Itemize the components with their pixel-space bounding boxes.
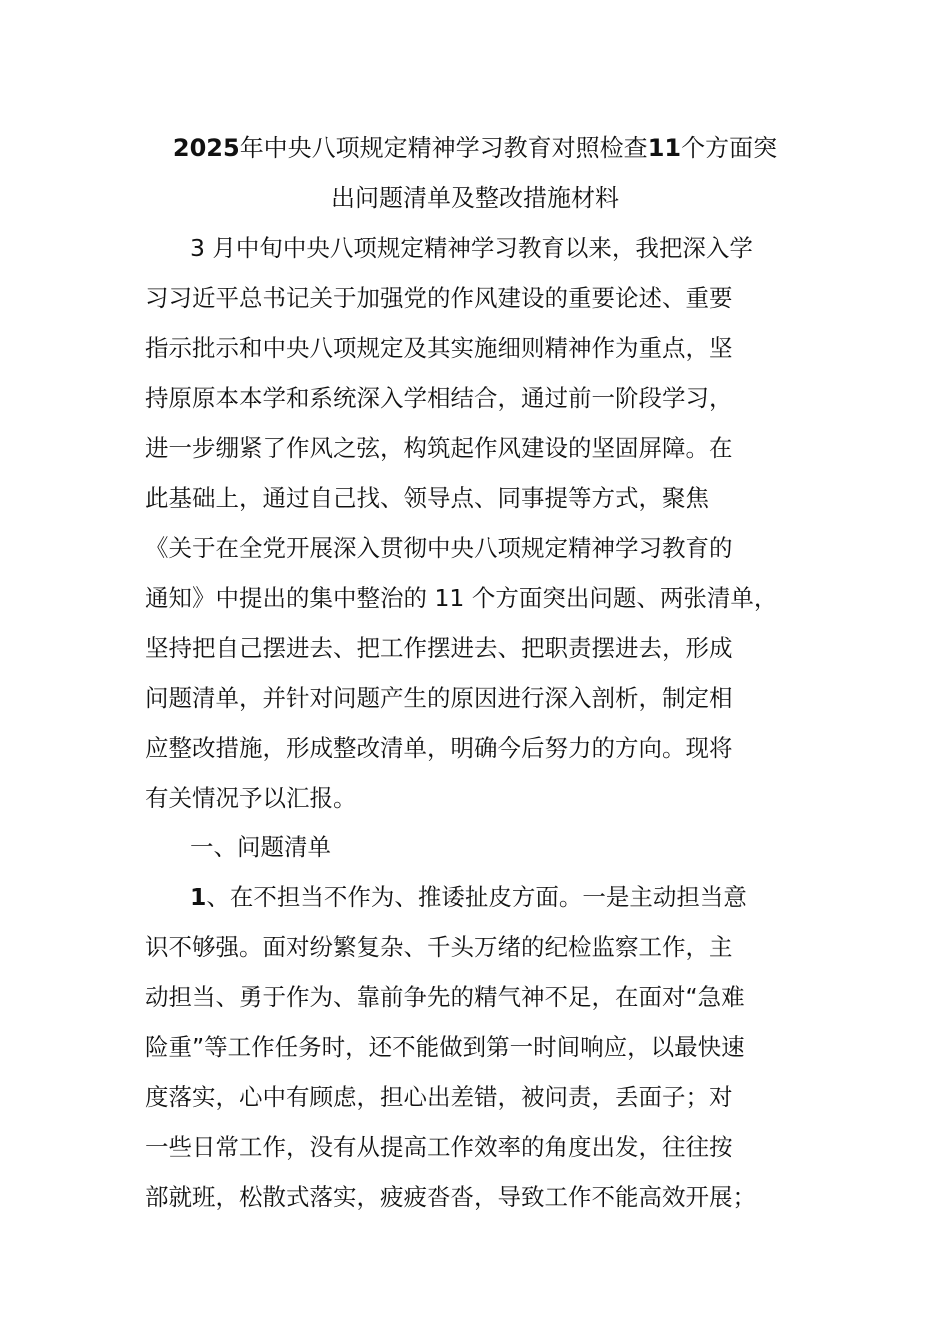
body-line: 度落实，心中有顾虑，担心出差错，被问责，丢面子；对 <box>145 1083 733 1111</box>
item-1-text: 、在不担当不作为、推诿扯皮方面。一是主动担当意 <box>206 883 747 911</box>
body-line: 识不够强。面对纷繁复杂、千头万绪的纪检监察工作，主 <box>145 933 733 961</box>
body-line: 此基础上，通过自己找、领导点、同事提等方式，聚焦 <box>145 484 709 512</box>
item-1-first-line <box>190 882 747 912</box>
body-line: 动担当、勇于作为、靠前争先的精气神不足，在面对“急难 <box>145 983 745 1011</box>
document-title-line-2: 出问题清单及整改措施材料 <box>331 184 619 212</box>
body-line: 部就班，松散式落实，疲疲沓沓，导致工作不能高效开展； <box>145 1183 756 1211</box>
document-title-line-1 <box>0 133 950 163</box>
body-line: 通知》中提出的集中整治的 11 个方面突出问题、两张清单， <box>145 584 778 612</box>
title-text-end: 个方面突 <box>681 134 778 162</box>
body-line: 坚持把自己摆进去、把工作摆进去、把职责摆进去，形成 <box>145 634 733 662</box>
title-year: 2025 <box>172 134 240 162</box>
body-line: 习习近平总书记关于加强党的作风建设的重要论述、重要 <box>145 284 733 312</box>
body-line: 《关于在全党开展深入贯彻中央八项规定精神学习教育的 <box>145 534 733 562</box>
body-line: 问题清单，并针对问题产生的原因进行深入剖析，制定相 <box>145 684 733 712</box>
title-text: 年中央八项规定精神学习教育对照检查 <box>239 134 648 162</box>
title-count: 11 <box>647 134 682 162</box>
body-line: 险重”等工作任务时，还不能做到第一时间响应，以最快速 <box>145 1033 745 1061</box>
body-line: 持原原本本学和系统深入学相结合，通过前一阶段学习， <box>145 384 733 412</box>
body-line: 有关情况予以汇报。 <box>145 784 357 812</box>
body-line: 3 月中旬中央八项规定精神学习教育以来，我把深入学 <box>190 234 753 262</box>
body-line: 应整改措施，形成整改清单，明确今后努力的方向。现将 <box>145 734 733 762</box>
item-1-number: 1 <box>190 883 207 911</box>
body-line: 一些日常工作，没有从提高工作效率的角度出发，往往按 <box>145 1133 733 1161</box>
body-line: 指示批示和中央八项规定及其实施细则精神作为重点，坚 <box>145 334 733 362</box>
section-heading: 一、问题清单 <box>190 833 331 861</box>
body-line: 进一步绷紧了作风之弦，构筑起作风建设的坚固屏障。在 <box>145 434 733 462</box>
